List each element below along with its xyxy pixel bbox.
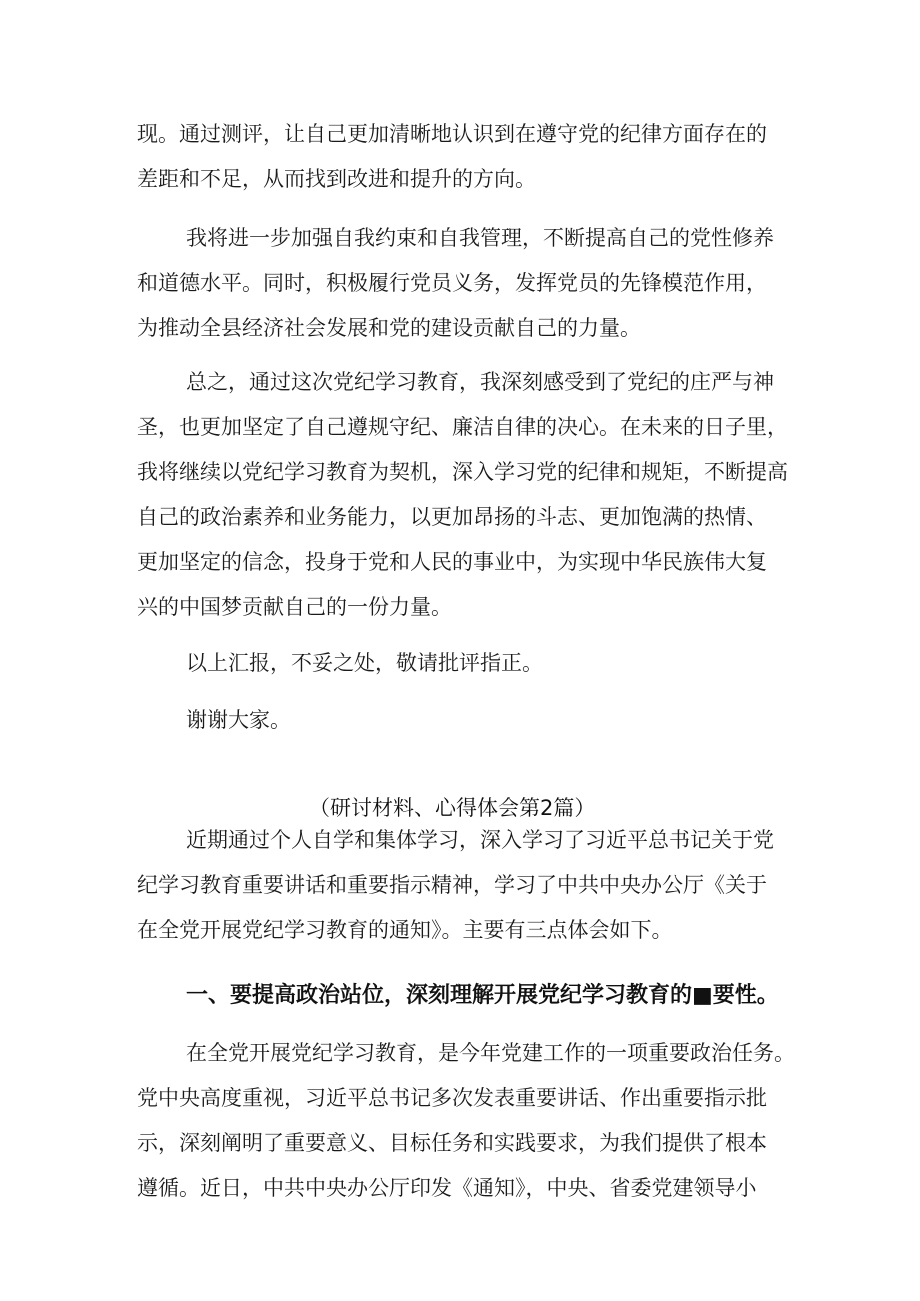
para3-line-4: 自己的政治素养和业务能力，以更加昂扬的斗志、更加饱满的热情、 xyxy=(137,505,767,529)
para4-line-3: 在全党开展党纪学习教育的通知》。主要有三点体会如下。 xyxy=(137,918,673,942)
closing-line-1: 以上汇报，不妥之处，敬请批评指正。 xyxy=(186,651,543,675)
closing-line-2: 谢谢大家。 xyxy=(186,708,291,732)
para3-line-2: 圣，也更加坚定了自己遵规守纪、廉洁自律的决心。在未来的日子里， xyxy=(137,415,788,439)
section-title: （研讨材料、心得体会第2篇） xyxy=(309,796,596,820)
para5-line-2: 党中央高度重视，习近平总书记多次发表重要讲话、作出重要指示批 xyxy=(137,1086,767,1110)
para1-line-2: 差距和不足，从而找到改进和提升的方向。 xyxy=(137,167,536,191)
para5-line-4: 遵循。近日，中共中央办公厅印发《通知》，中央、省委党建领导小 xyxy=(137,1176,757,1200)
para3-line-6: 兴的中国梦贡献自己的一份力量。 xyxy=(137,595,452,619)
para5-line-3: 示，深刻阐明了重要意义、目标任务和实践要求，为我们提供了根本 xyxy=(137,1131,767,1155)
para3-line-5: 更加坚定的信念，投身于党和人民的事业中，为实现中华民族伟大复 xyxy=(137,550,767,574)
para2-line-2: 和道德水平。同时，积极履行党员义务，发挥党员的先锋模范作用， xyxy=(137,271,767,295)
para4-line-2: 纪学习教育重要讲话和重要指示精神，学习了中共中央办公厅《关于 xyxy=(137,873,767,897)
para5-line-1: 在全党开展党纪学习教育，是今年党建工作的一项重要政治任务。 xyxy=(186,1041,795,1065)
heading-1: 一、要提高政治站位，深刻理解开展党纪学习教育的■要性。 xyxy=(186,983,779,1008)
para3-line-1: 总之，通过这次党纪学习教育，我深刻感受到了党纪的庄严与神 xyxy=(186,370,774,394)
para1-line-1: 现。通过测评，让自己更加清晰地认识到在遵守党的纪律方面存在的 xyxy=(137,122,767,146)
para4-line-1: 近期通过个人自学和集体学习，深入学习了习近平总书记关于党 xyxy=(186,828,774,852)
para3-line-3: 我将继续以党纪学习教育为契机，深入学习党的纪律和规矩，不断提高 xyxy=(137,460,788,484)
para2-line-1: 我将进一步加强自我约束和自我管理，不断提高自己的党性修养 xyxy=(186,226,774,250)
para2-line-3: 为推动全县经济社会发展和党的建设贡献自己的力量。 xyxy=(137,316,641,340)
